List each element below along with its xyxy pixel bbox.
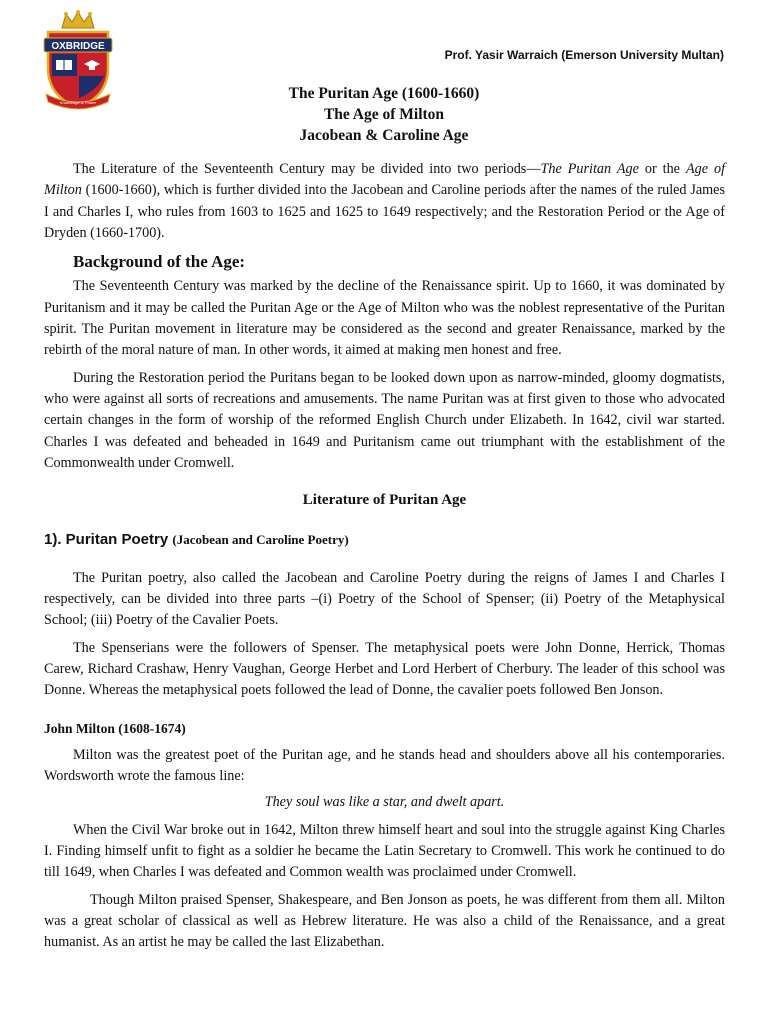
intro-paragraph: The Literature of the Seventeenth Century may be divided into two periods—The Puritan Age or the Age of Milton (1600-1660), which is further divided into the Jacobean and Caroline periods after the names of the ruled James I and Charles I, who rules from 1603 to 1625 and 1625 to 1649 respectively; and the Restoration Period or the Age of Dryden (1660-1700). — [44, 161, 726, 241]
wordsworth-quote: They soul was like a star, and dwelt apart. — [264, 794, 505, 811]
document-body — [44, 159, 725, 954]
milton-paragraph-1: Milton was the greatest poet of the Puritan age, and he stands head and shoulders above all his contemporaries. Wordsworth wrote the famous line: — [44, 746, 725, 785]
document-titles — [0, 83, 768, 146]
puritan-poetry-heading: 1). Puritan Poetry (Jacobean and Caroline Poetry) — [44, 531, 349, 549]
background-paragraph-1: The Seventeenth Century was marked by the decline of the Renaissance spirit. Up to 1660, it was dominated by Puritanism and it may be called the Puritan Age or the Age of Milton who was the noblest representative of the Puritan spirit. The Puritan movement in literature may be considered as the second and greater Renaissance, marked by the rebirth of the moral nature of man. In other words, it aimed at making men honest and free. — [44, 278, 725, 359]
literature-heading: Literature of Puritan Age — [302, 492, 467, 509]
background-paragraph-2: During the Restoration period the Puritans began to be looked down upon as narrow-minded, gloomy dogmatists, who were against all sorts of recreations and amusements. The name Puritan was at first given to those who advocated certain changes in the form of worship of the reformed English Church under Elizabeth. In 1642, civil war started. Charles I was defeated and beheaded in 1649 and Puritanism came out triumphant with the establishment of the Commonwealth under Cromwell. — [44, 369, 725, 471]
milton-paragraph-2: When the Civil War broke out in 1642, Milton threw himself heart and soul into the struggle against King Charles I. Finding himself unfit to fight as a soldier he became the Latin Secretary to Cromwell. This work he continued to do till 1649, when Charles I was defeated and Common wealth was proclaimed under Cromwell. — [44, 821, 725, 881]
milton-paragraph-3: Though Milton praised Spenser, Shakespeare, and Ben Jonson as poets, he was different from them all. Milton was a great scholar of classical as well as Hebrew literature. He was also a child of the Renaissance, and a great humanist. As an artist he may be called the last Elizabethan. — [44, 891, 725, 951]
logo-text: OXBRIDGE — [51, 41, 105, 52]
poetry-paragraph-2: The Spenserians were the followers of Spenser. The metaphysical poets were John Donne, Herrick, Thomas Carew, Richard Crashaw, Henry Vaughan, George Herbet and Lord Herbert of Cherbury. The leader of this school was Donne. Whereas the metaphysical poets followed the lead of Donne, the cavalier poets followed Ben Jonson. — [44, 639, 725, 699]
title-line-1: The Puritan Age (1600-1660) — [288, 85, 480, 102]
title-line-2: The Age of Milton — [323, 106, 445, 123]
poetry-paragraph-1: The Puritan poetry, also called the Jacobean and Caroline Poetry during the reigns of James I and Charles I respectively, can be divided into three parts –(i) Poetry of the School of Spenser; (ii) Poetry of the Metaphysical School; (iii) Poetry of the Cavalier Poets. — [44, 569, 725, 629]
title-line-3: Jacobean & Caroline Age — [299, 127, 469, 144]
milton-heading: John Milton (1608-1674) — [44, 720, 186, 736]
author-credit: Prof. Yasir Warraich (Emerson University Multan) — [444, 48, 724, 62]
logo-motto: Knowledge is Power — [59, 100, 97, 105]
background-heading: Background of the Age: — [73, 252, 246, 272]
